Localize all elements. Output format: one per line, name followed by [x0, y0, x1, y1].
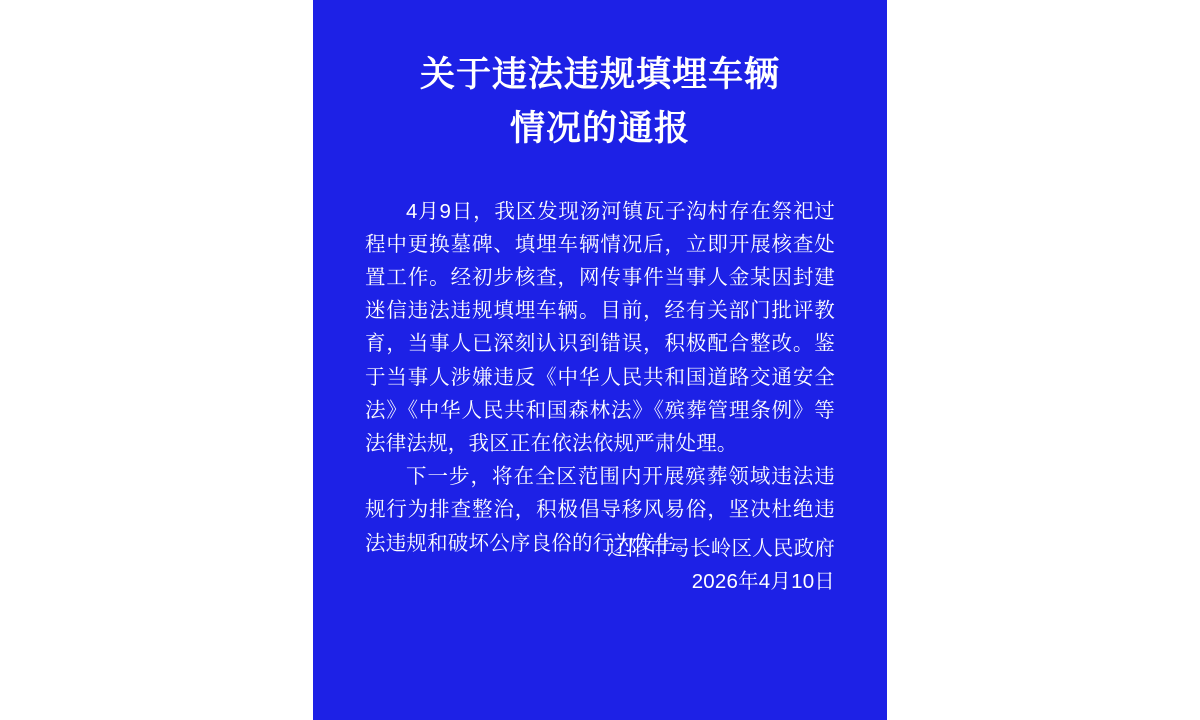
notice-paragraph-2: 下一步，将在全区范围内开展殡葬领域违法违规行为排查整治，积极倡导移风易俗，坚决杜绝违法违规和破坏公序良俗的行为发生。	[365, 465, 835, 555]
notice-date: 2026年4月10日	[691, 570, 835, 594]
notice-signature	[313, 532, 835, 598]
notice-issuer: 辽阳市弓长岭区人民政府	[607, 537, 835, 560]
notice-title-line-2: 情况的通报	[509, 109, 690, 149]
notice-title-line-1: 关于违法违规填埋车辆	[419, 55, 780, 94]
notice-card	[313, 0, 887, 720]
notice-paragraph-1: 4月9日，我区发现汤河镇瓦子沟村存在祭祀过程中更换墓碑、填埋车辆情况后，立即开展核查处置工作。经初步核查，网传事件当事人金某因封建迷信违法违规填埋车辆。目前，经有关部门批评教育，当事人已深刻认识到错误，积极配合整改。鉴于当事人涉嫌违反《中华人民共和国道路交通安全法》《中华人民共和国森林法》《殡葬管理条例》等法律法规，我区正在依法依规严肃处理。	[365, 199, 835, 455]
notice-title	[313, 0, 887, 157]
notice-body	[313, 157, 887, 560]
